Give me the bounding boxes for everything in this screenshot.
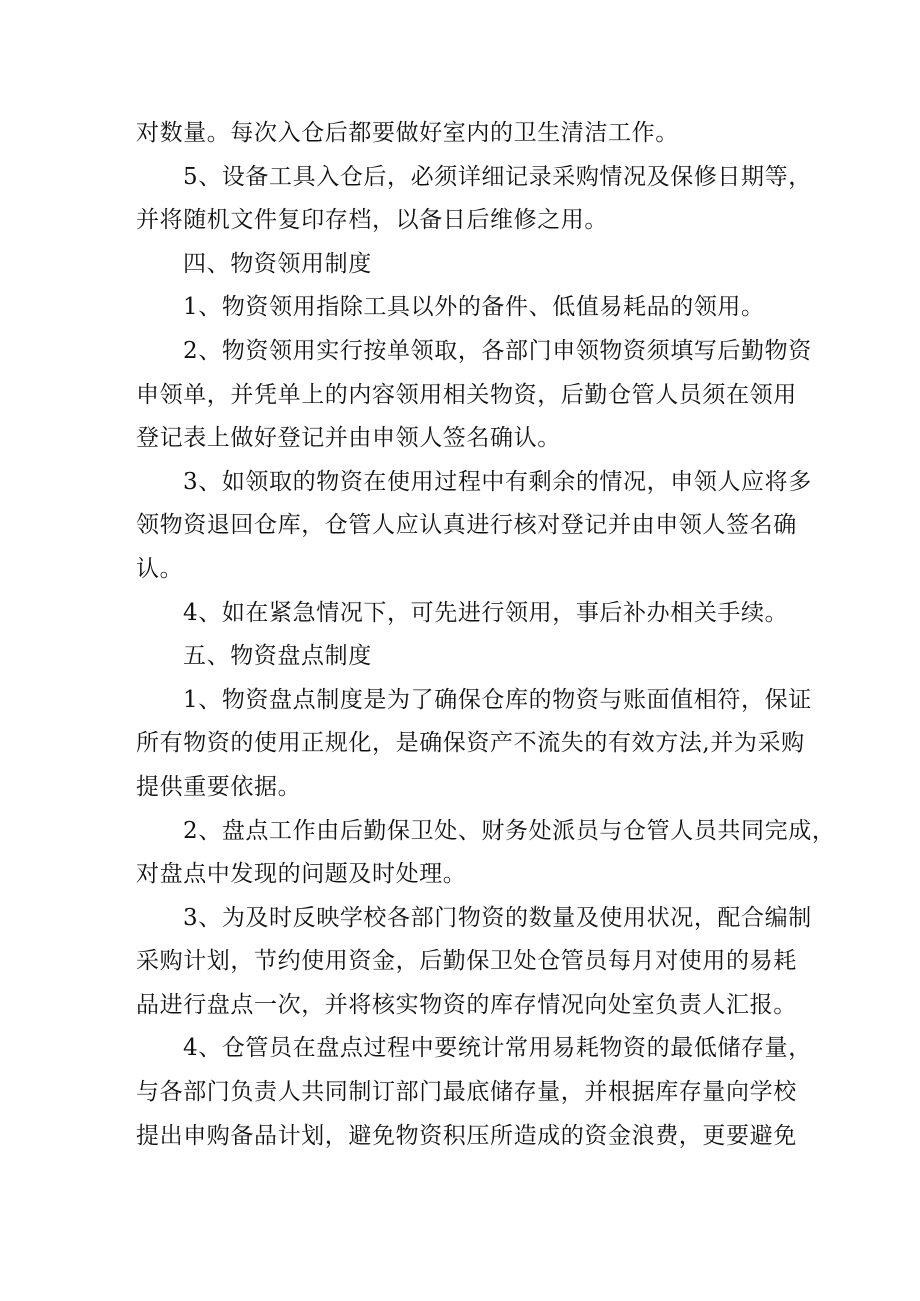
text-line: 对盘点中发现的问题及时处理。	[136, 861, 467, 888]
text-line: 申领单，并凭单上的内容领用相关物资，后勤仓管人员须在领用	[136, 381, 797, 408]
text-line: 4、仓管员在盘点过程中要统计常用易耗物资的最低储存量，	[183, 1035, 812, 1062]
text-line: 3、为及时反映学校各部门物资的数量及使用状况，配合编制	[183, 904, 812, 931]
text-line: 1、物资盘点制度是为了确保仓库的物资与账面值相符，保证	[183, 686, 812, 713]
text-line: 1、物资领用指除工具以外的备件、低值易耗品的领用。	[183, 294, 765, 321]
text-line: 提出申购备品计划，避免物资积压所造成的资金浪费，更要避免	[136, 1122, 797, 1149]
text-line: 登记表上做好登记并由申领人签名确认。	[136, 425, 561, 452]
text-line: 2、盘点工作由后勤保卫处、财务处派员与仓管人员共同完成，	[183, 817, 836, 844]
text-line: 五、物资盘点制度	[183, 643, 372, 670]
text-line: 对数量。每次入仓后都要做好室内的卫生清洁工作。	[136, 120, 679, 146]
text-line: 品进行盘点一次，并将核实物资的库存情况向处室负责人汇报。	[136, 991, 797, 1018]
text-line: 5、设备工具入仓后，必须详细记录采购情况及保修日期等，	[183, 163, 812, 190]
document-body	[136, 112, 836, 1158]
text-line: 提供重要依据。	[136, 773, 302, 800]
text-line: 4、如在紧急情况下，可先进行领用，事后补办相关手续。	[183, 599, 789, 626]
text-line: 领物资退回仓库，仓管人应认真进行核对登记并由申领人签名确	[136, 512, 797, 539]
text-line: 所有物资的使用正规化，是确保资产不流失的有效方法,并为采购	[136, 730, 805, 757]
text-line: 四、物资领用制度	[183, 250, 372, 277]
text-line: 认。	[136, 555, 184, 582]
text-line: 与各部门负责人共同制订部门最底储存量，并根据库存量向学校	[136, 1079, 797, 1106]
text-line: 并将随机文件复印存档，以备日后维修之用。	[136, 207, 608, 234]
text-line: 2、物资领用实行按单领取，各部门申领物资须填写后勤物资	[183, 337, 812, 364]
text-line: 采购计划，节约使用资金，后勤保卫处仓管员每月对使用的易耗	[136, 948, 797, 975]
text-line: 3、如领取的物资在使用过程中有剩余的情况，申领人应将多	[183, 468, 812, 495]
